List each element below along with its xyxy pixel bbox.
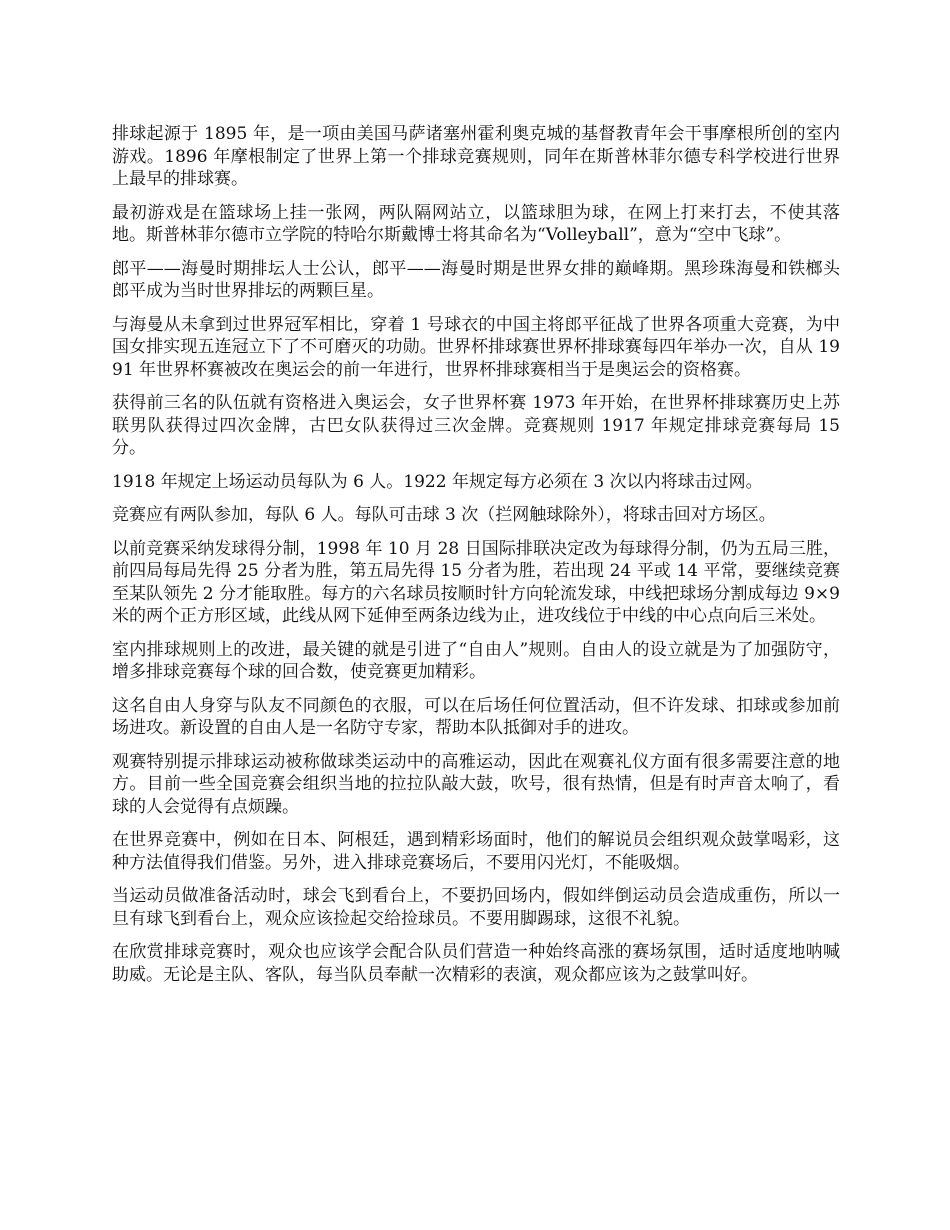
document-body <box>112 123 840 997</box>
paragraph: 观赛特别提示排球运动被称做球类运动中的高雅运动，因此在观赛礼仪方面有很多需要注意的地方。目前一些全国竞赛会组织当地的拉拉队敲大鼓，吹号，很有热情，但是有时声音太响了，看球的人会觉得有点烦躁。 <box>112 751 840 817</box>
paragraph: 郎平——海曼时期排坛人士公认，郎平——海曼时期是世界女排的巅峰期。黑珍珠海曼和铁榔头郎平成为当时世界排坛的两颗巨星。 <box>112 258 840 301</box>
paragraph: 1918 年规定上场运动员每队为 6 人。1922 年规定每方必须在 3 次以内将球击过网。 <box>112 471 763 492</box>
paragraph: 获得前三名的队伍就有资格进入奥运会，女子世界杯赛 1973 年开始，在世界杯排球赛历史上苏联男队获得过四次金牌，古巴女队获得过三次金牌。竞赛规则 1917 年规定排球竞赛每局 15 分。 <box>112 393 840 458</box>
paragraph: 竞赛应有两队参加，每队 6 人。每队可击球 3 次（拦网触球除外），将球击回对方场区。 <box>112 505 776 525</box>
paragraph: 室内排球规则上的改进，最关键的就是引进了“自由人”规则。自由人的设立就是为了加强防守，增多排球竞赛每个球的回合数，使竞赛更加精彩。 <box>112 639 840 682</box>
paragraph: 在欣赏排球竞赛时，观众也应该学会配合队员们营造一种始终高涨的赛场氛围，适时适度地呐喊助威。无论是主队、客队，每当队员奉献一次精彩的表演，观众都应该为之鼓掌叫好。 <box>112 942 840 985</box>
paragraph: 与海曼从未拿到过世界冠军相比，穿着 1 号球衣的中国主将郎平征战了世界各项重大竞赛，为中国女排实现五连冠立下了不可磨灭的功勋。世界杯排球赛世界杯排球赛每四年举办一次，自从 1991 年世界杯赛被改在奥运会的前一年进行，世界杯排球赛相当于是奥运会的资格赛。 <box>112 314 840 380</box>
paragraph: 当运动员做准备活动时，球会飞到看台上，不要扔回场内，假如绊倒运动员会造成重伤，所以一旦有球飞到看台上，观众应该捡起交给捡球员。不要用脚踢球，这很不礼貌。 <box>112 886 840 929</box>
paragraph: 最初游戏是在篮球场上挂一张网，两队隔网站立，以篮球胆为球，在网上打来打去，不使其落地。斯普林菲尔德市立学院的特哈尔斯戴博士将其命名为“Volleyball”，意为“空中飞球”。 <box>112 202 840 245</box>
paragraph: 在世界竞赛中，例如在日本、阿根廷，遇到精彩场面时，他们的解说员会组织观众鼓掌喝彩，这种方法值得我们借鉴。另外，进入排球竞赛场后，不要用闪光灯，不能吸烟。 <box>112 830 840 873</box>
paragraph: 这名自由人身穿与队友不同颜色的衣服，可以在后场任何位置活动，但不许发球、扣球或参加前场进攻。新设置的自由人是一名防守专家，帮助本队抵御对手的进攻。 <box>112 695 840 738</box>
paragraph: 以前竞赛采纳发球得分制，1998 年 10 月 28 日国际排联决定改为每球得分制，仍为五局三胜，前四局每局先得 25 分者为胜，第五局先得 15 分者为胜，若出现 24 平或 14 平常，要继续竞赛至某队领先 2 分才能取胜。每方的六名球员按顺时针方向轮流发球，中线把球场分割成每边 9×9 米的两个正方形区域，此线从网下延伸至两条边线为止，进攻线位于中线的中心点向后三米处。 <box>112 538 840 626</box>
paragraph: 排球起源于 1895 年，是一项由美国马萨诸塞州霍利奥克城的基督教青年会干事摩根所创的室内游戏。1896 年摩根制定了世界上第一个排球竞赛规则，同年在斯普林菲尔德专科学校进行世界上最早的排球赛。 <box>112 124 840 189</box>
